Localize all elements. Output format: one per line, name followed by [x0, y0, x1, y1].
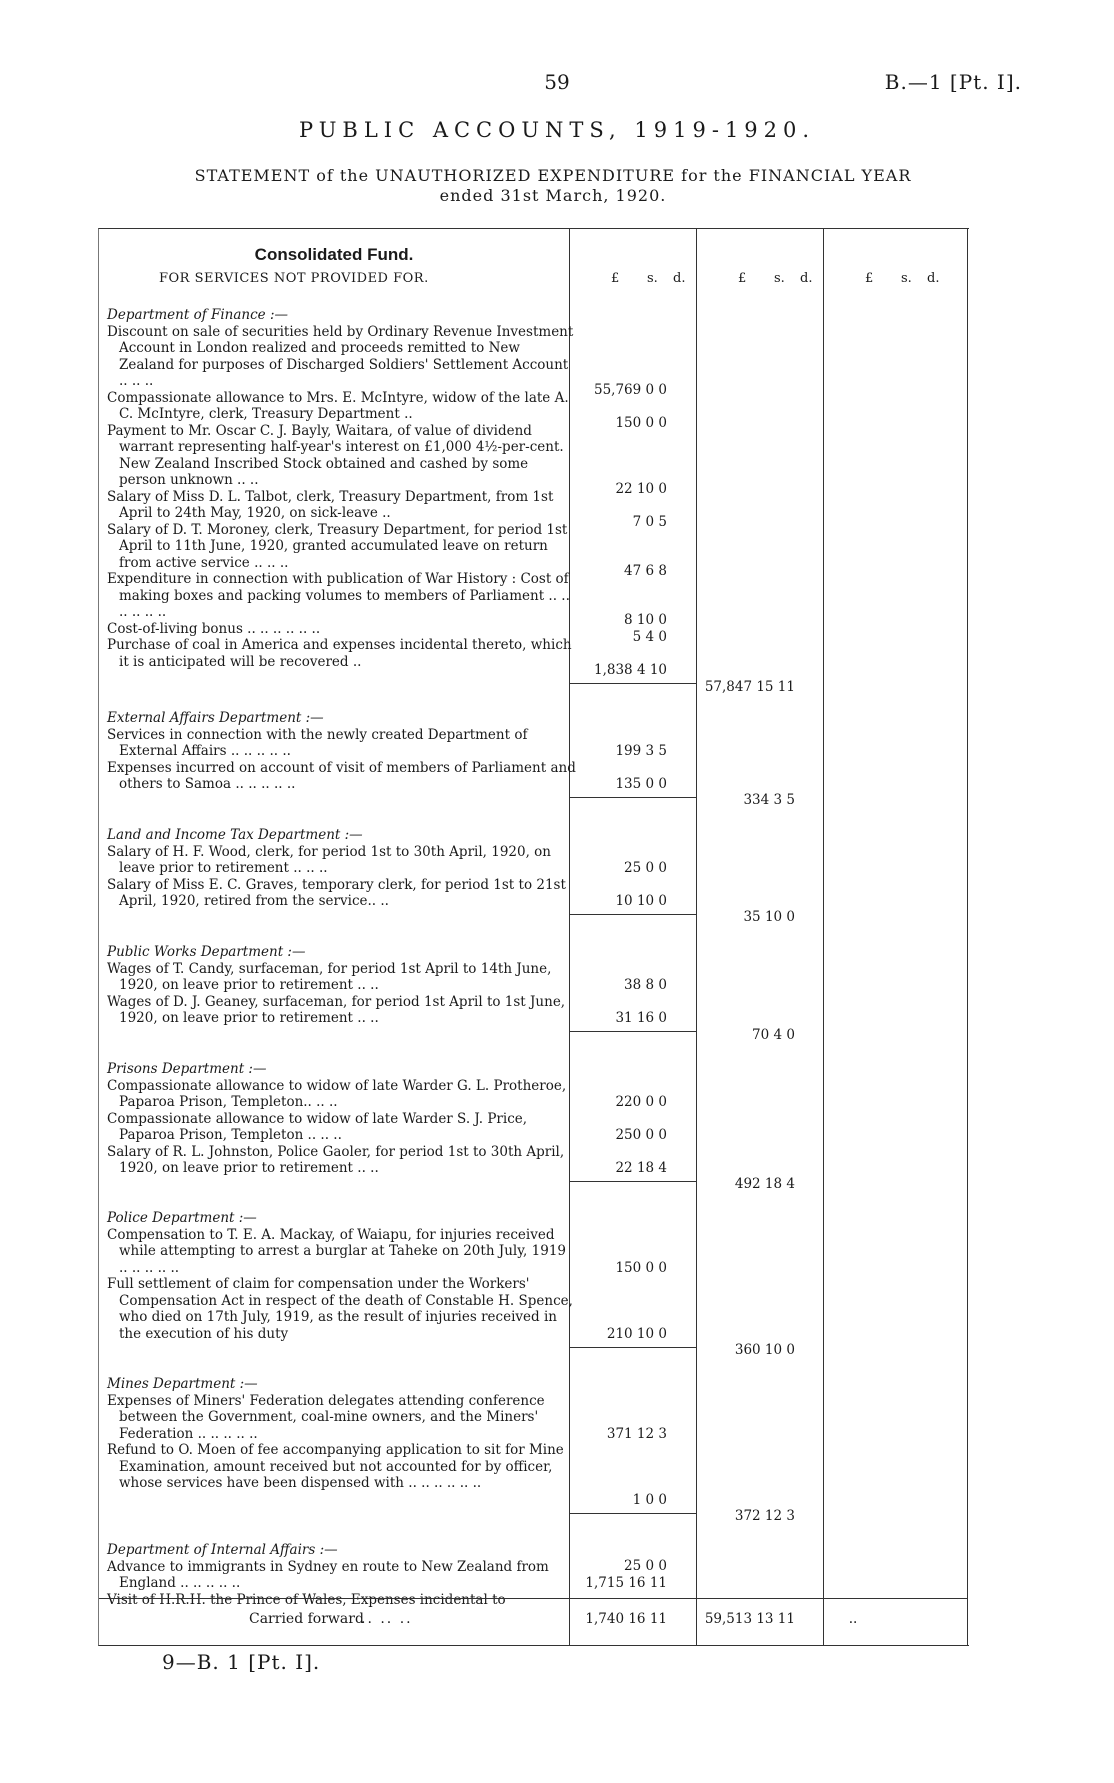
subtotal-rule — [569, 1181, 696, 1182]
department-heading: Department of Internal Affairs :— — [107, 1542, 338, 1558]
section-total: 57,847 15 11 — [704, 679, 795, 695]
item-amount: 250 0 0 — [615, 1127, 667, 1143]
services-heading: FOR SERVICES NOT PROVIDED FOR. — [159, 271, 429, 286]
subtotal-rule — [569, 1513, 696, 1514]
line-item: Cost-of-living bonus .. .. .. .. .. .. — [107, 620, 321, 637]
line-item: Salary of Miss D. L. Talbot, clerk, Treasury Department, from 1st April to 24th May, 1920, on sick-leave .. — [107, 488, 554, 521]
section-prisons — [107, 1061, 577, 1177]
section-mines — [107, 1376, 577, 1492]
line-item: Compassionate allowance to widow of late Warder G. L. Protheroe, Paparoa Prison, Templeton.. .. .. — [107, 1077, 567, 1110]
pounds-symbol: £ — [738, 271, 747, 286]
section-finance — [107, 307, 577, 670]
subtotal-rule — [569, 1347, 696, 1348]
section-total: 372 12 3 — [734, 1508, 795, 1524]
carried-forward-col1: 1,740 16 11 — [585, 1611, 667, 1627]
section-police — [107, 1210, 577, 1342]
item-amount: 31 16 0 — [615, 1010, 667, 1026]
subtotal-rule — [569, 797, 696, 798]
page-number: 59 — [544, 70, 570, 94]
column-divider — [823, 229, 824, 1645]
item-amount: 150 0 0 — [615, 415, 667, 431]
item-amount: 1,838 4 10 — [594, 662, 667, 678]
shillings-label: s. — [774, 271, 785, 286]
carried-forward-rule — [99, 1598, 967, 1599]
pence-label: d. — [800, 271, 813, 286]
item-amount: 7 0 5 — [632, 514, 667, 530]
item-amount: 25 0 0 — [624, 860, 667, 876]
line-item: Refund to O. Moen of fee accompanying application to sit for Mine Examination, amount received but not accounted for by officer, whose services have been dispensed with .. .. .. .. .. .. — [107, 1442, 564, 1491]
line-item: Compensation to T. E. A. Mackay, of Waiapu, for injuries received while attempting to arrest a burglar at Taheke on 20th July, 1919 .. .. .. .. .. — [107, 1226, 566, 1276]
section-total: 334 3 5 — [743, 792, 795, 808]
section-total: 492 18 4 — [734, 1176, 795, 1192]
department-heading: Mines Department :— — [107, 1376, 258, 1392]
item-amount: 220 0 0 — [615, 1094, 667, 1110]
line-item: Wages of D. J. Geaney, surfaceman, for period 1st April to 1st June, 1920, on leave prior to retirement .. .. — [107, 993, 566, 1026]
line-item: Compassionate allowance to Mrs. E. McIntyre, widow of the late A. C. McIntyre, clerk, Treasury Department .. — [107, 389, 569, 422]
item-amount: 210 10 0 — [606, 1326, 667, 1342]
line-item: Salary of Miss E. C. Graves, temporary clerk, for period 1st to 21st April, 1920, retired from the service.. .. — [107, 876, 566, 909]
line-item: Full settlement of claim for compensation under the Workers' Compensation Act in respect of the death of Constable H. Spence, who died on 17th July, 1919, as the result of injuries received in the execution of his duty — [107, 1276, 573, 1342]
line-item: Salary of D. T. Moroney, clerk, Treasury Department, for period 1st April to 11th June, 1920, granted accumulated leave on return from active service .. .. .. — [107, 521, 568, 571]
item-amount: 8 10 0 — [624, 612, 667, 628]
column-divider — [696, 229, 697, 1645]
pounds-symbol: £ — [865, 271, 874, 286]
subtotal-rule — [569, 914, 696, 915]
line-item: Purchase of coal in America and expenses incidental thereto, which it is anticipated will be recovered .. — [107, 637, 572, 670]
pence-label: d. — [673, 271, 686, 286]
department-heading: Department of Finance :— — [107, 307, 289, 323]
line-item: Visit of H.R.H. the Prince of Wales, Expenses incidental to — [107, 1591, 506, 1608]
document-reference: B.—1 [Pt. I]. — [884, 70, 1022, 94]
line-item: Advance to immigrants in Sydney en route to New Zealand from England .. .. .. .. .. — [107, 1558, 549, 1591]
department-heading: Prisons Department :— — [107, 1061, 267, 1077]
pounds-symbol: £ — [611, 271, 620, 286]
item-amount: 371 12 3 — [606, 1426, 667, 1442]
subtitle-line-1: STATEMENT of the UNAUTHORIZED EXPENDITURE for the FINANCIAL YEAR — [194, 166, 912, 185]
department-heading: External Affairs Department :— — [107, 710, 324, 726]
line-item: Wages of T. Candy, surfaceman, for period 1st April to 14th June, 1920, on leave prior to retirement .. .. — [107, 960, 552, 993]
section-total: 35 10 0 — [743, 909, 795, 925]
section-public-works — [107, 944, 577, 1027]
page-title: PUBLIC ACCOUNTS, 1919-1920. — [298, 118, 816, 142]
carried-forward-col2: 59,513 13 11 — [704, 1611, 795, 1627]
item-amount: 150 0 0 — [615, 1260, 667, 1276]
line-item: Expenditure in connection with publication of War History : Cost of making boxes and packing volumes to members of Parliament .. .. .. .. .. .. — [107, 571, 570, 620]
department-heading: Police Department :— — [107, 1210, 257, 1226]
item-amount: 22 10 0 — [615, 481, 667, 497]
section-external-affairs — [107, 710, 577, 793]
item-amount: 1 0 0 — [632, 1492, 667, 1508]
section-total: 70 4 0 — [752, 1027, 795, 1043]
statement-subtitle — [98, 166, 1008, 206]
item-amount: 25 0 0 — [624, 1558, 667, 1574]
line-item: Discount on sale of securities held by Ordinary Revenue Investment Account in London realized and proceeds remitted to New Zealand for purposes of Discharged Soldiers' Settlement Account .. .. .. — [107, 323, 574, 389]
column-divider — [967, 229, 968, 1645]
item-amount: 199 3 5 — [615, 743, 667, 759]
expenditure-table — [98, 228, 969, 1646]
fund-title: Consolidated Fund. — [254, 245, 414, 264]
line-item: Payment to Mr. Oscar C. J. Bayly, Waitara, of value of dividend warrant representing half-year's interest on £1,000 4½-per-cent. New Zealand Inscribed Stock obtained and cashed by some person unknown .. .. — [107, 422, 564, 488]
department-heading: Public Works Department :— — [107, 944, 306, 960]
carried-forward-col3: .. — [848, 1611, 858, 1627]
department-heading: Land and Income Tax Department :— — [107, 827, 363, 843]
item-amount: 22 18 4 — [615, 1160, 667, 1176]
subtotal-rule — [569, 683, 696, 684]
line-item: Services in connection with the newly created Department of External Affairs .. .. .. .. .. — [107, 726, 528, 759]
section-total: 360 10 0 — [734, 1342, 795, 1358]
section-land-income-tax — [107, 827, 577, 910]
shillings-label: s. — [647, 271, 658, 286]
item-amount: 55,769 0 0 — [594, 382, 667, 398]
line-item: Salary of R. L. Johnston, Police Gaoler, for period 1st to 30th April, 1920, on leave prior to retirement .. .. — [107, 1143, 565, 1176]
item-amount: 38 8 0 — [624, 977, 667, 993]
item-amount: 5 4 0 — [632, 629, 667, 645]
leader-dots: .. .. .. — [361, 1611, 413, 1627]
pence-label: d. — [927, 271, 940, 286]
line-item: Salary of H. F. Wood, clerk, for period 1st to 30th April, 1920, on leave prior to retirement .. .. .. — [107, 843, 551, 876]
item-amount: 135 0 0 — [615, 776, 667, 792]
line-item: Expenses incurred on account of visit of members of Parliament and others to Samoa .. .. .. .. .. — [107, 759, 576, 792]
subtotal-rule — [569, 1031, 696, 1032]
item-amount: 10 10 0 — [615, 893, 667, 909]
line-item: Expenses of Miners' Federation delegates attending conference between the Government, coal-mine owners, and the Miners' Federation .. .. .. .. .. — [107, 1392, 545, 1442]
carried-forward-label: Carried forward — [249, 1611, 364, 1627]
shillings-label: s. — [901, 271, 912, 286]
subtitle-line-2: ended 31st March, 1920. — [439, 186, 667, 205]
page-footer: 9—B. 1 [Pt. I]. — [162, 1650, 321, 1674]
item-amount: 47 6 8 — [624, 563, 667, 579]
item-amount: 1,715 16 11 — [585, 1575, 667, 1591]
line-item: Compassionate allowance to widow of late Warder S. J. Price, Paparoa Prison, Templeton .. .. .. — [107, 1110, 528, 1143]
